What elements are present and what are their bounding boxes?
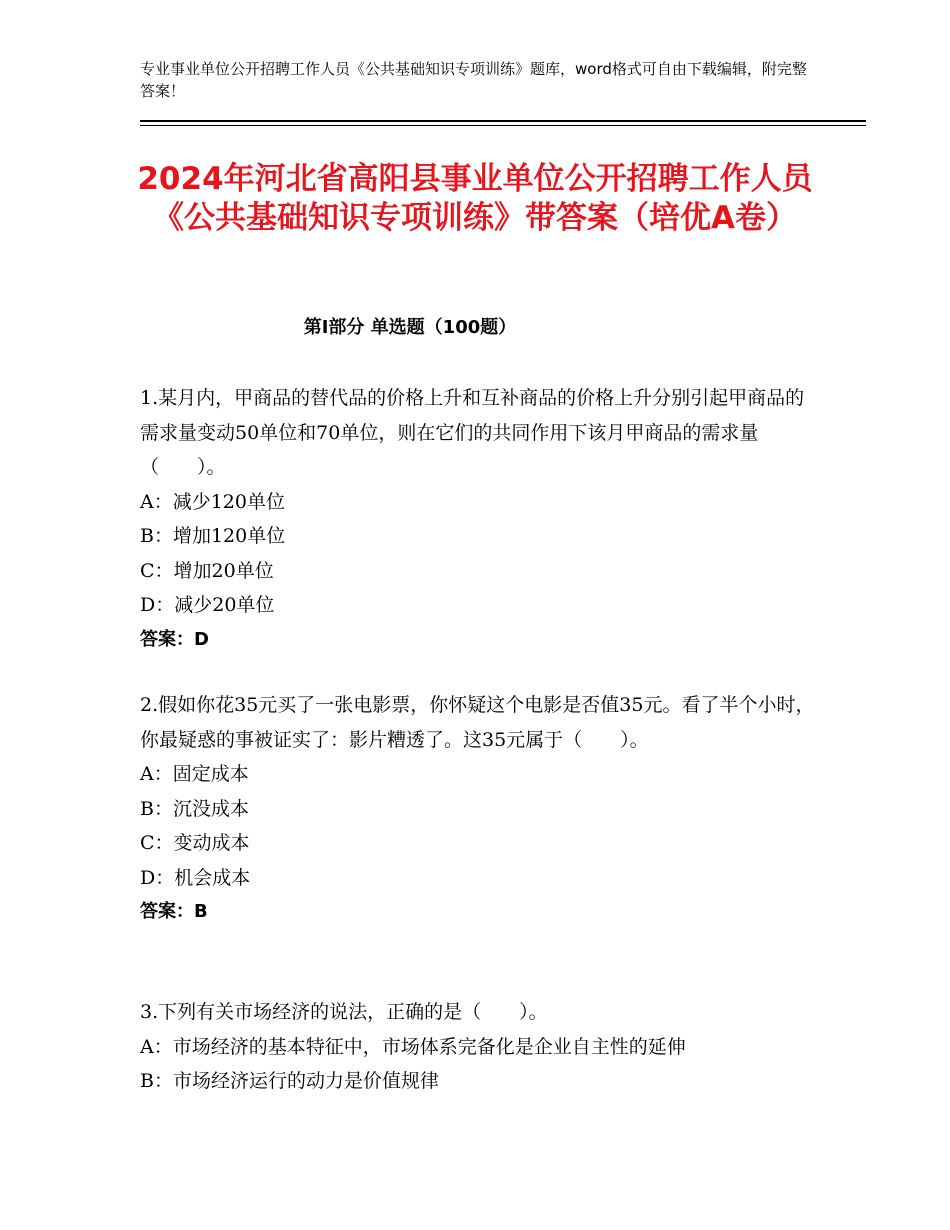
option-c: C：增加20单位 <box>140 559 274 582</box>
option-a: A：市场经济的基本特征中，市场体系完备化是企业自主性的延伸 <box>140 1035 686 1058</box>
section-heading: 第Ⅰ部分 单选题（100题） <box>303 317 517 338</box>
option-d: D：减少20单位 <box>140 594 275 616</box>
document-title: 2024年河北省高阳县事业单位公开招聘工作人员《公共基础知识专项训练》带答案（培优A卷） <box>137 161 813 236</box>
answer-line: 答案：D <box>140 628 209 650</box>
question-stem: 2.假如你花35元买了一张电影票，你怀疑这个电影是否值35元。看了半个小时，你最疑惑的事被证实了：影片糟透了。这35元属于（ ）。 <box>140 694 815 751</box>
header-note: 专业事业单位公开招聘工作人员《公共基础知识专项训练》题库，word格式可自由下载编辑，附完整答案！ <box>140 60 807 100</box>
question-stem: 3.下列有关市场经济的说法，正确的是（ ）。 <box>140 1001 548 1023</box>
option-a: A：固定成本 <box>140 763 249 785</box>
option-b: B：沉没成本 <box>140 797 249 820</box>
question-1 <box>140 381 820 657</box>
header-divider-thick <box>140 120 866 122</box>
answer-line: 答案：B <box>140 901 208 922</box>
option-b: B：增加120单位 <box>140 525 286 547</box>
question-2 <box>140 688 820 930</box>
header-divider-thin <box>140 125 866 126</box>
option-c: C：变动成本 <box>140 832 250 854</box>
question-3 <box>140 995 820 1099</box>
question-stem: 1.某月内，甲商品的替代品的价格上升和互补商品的价格上升分别引起甲商品的需求量变动50单位和70单位，则在它们的共同作用下该月甲商品的需求量（ ）。 <box>140 387 805 478</box>
option-b: B：市场经济运行的动力是价值规律 <box>140 1070 439 1092</box>
option-a: A：减少120单位 <box>140 490 285 513</box>
option-d: D：机会成本 <box>140 866 251 889</box>
